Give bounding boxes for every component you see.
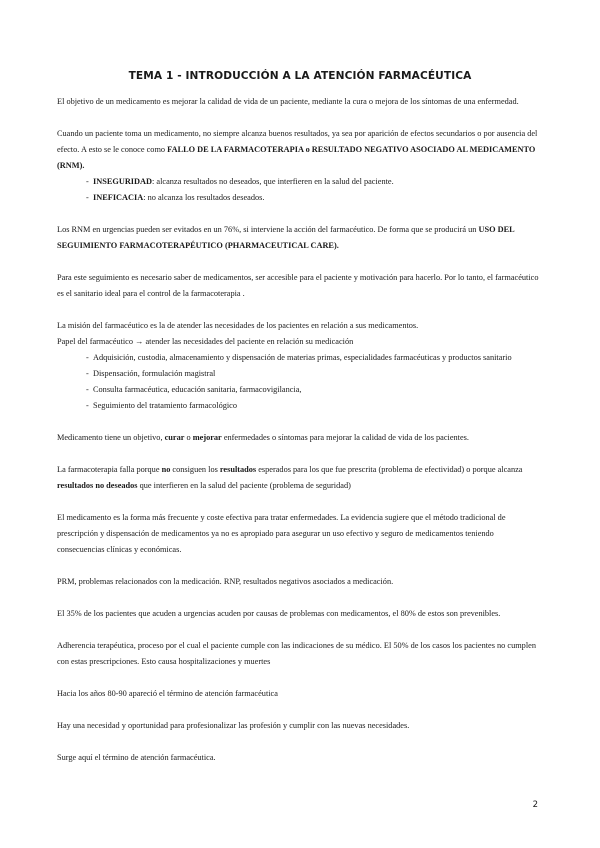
list-item-term: INEFICACIA <box>93 193 144 202</box>
paragraph-surge: Surge aquí el término de atención farmacéutica. <box>57 753 216 762</box>
list-item: - Dispensación, formulación magistral <box>86 369 216 378</box>
paragraph-urgencias-text: Los RNM en urgencias pueden ser evitados en un 76%, si interviene la acción del farmacéutico. De forma que se producirá un <box>57 225 479 234</box>
paragraph-rnm <box>57 126 543 174</box>
paragraph-porcentaje: El 35% de los pacientes que acuden a urgencias acuden por causas de problemas con medicamentos, el 80% de estos son prevenibles. <box>57 609 501 618</box>
paragraph-necesidad: Hay una necesidad y oportunidad para profesionalizar las profesión y cumplir con las nuevas necesidades. <box>57 721 410 730</box>
list-item-term: INSEGURIDAD <box>93 177 153 186</box>
paragraph-falla: La farmacoterapia falla porque no consiguen los resultados esperados para los que fue prescrita (problema de efectividad) o porque alcanza resultados no deseados que interfieren en la salud del paciente (problema de seguridad) <box>57 465 523 490</box>
list-item-text: Dispensación, formulación magistral <box>93 369 216 378</box>
page-number: 2 <box>532 800 538 810</box>
page-title: TEMA 1 - INTRODUCCIÓN A LA ATENCIÓN FARMACÉUTICA <box>128 70 472 82</box>
list-item-text: : no alcanza los resultados deseados. <box>143 193 265 202</box>
paragraph-historia: Hacia los años 80-90 apareció el término de atención farmacéutica <box>57 689 278 698</box>
papel-list <box>57 350 543 414</box>
page-content <box>57 70 543 782</box>
rnm-list <box>57 174 543 206</box>
paragraph-forma: El medicamento es la forma más frecuente y coste efectiva para tratar enfermedades. La evidencia sugiere que el método tradicional de prescripción y dispensación de medicamentos ya no es apropiado para asegurar un uso efectivo y seguro de medicamentos teniendo consecuencias clínicas y económicas. <box>57 513 506 554</box>
paragraph-adherencia: Adherencia terapéutica, proceso por el cual el paciente cumple con las indicaciones de su médico. El 50% de los casos los pacientes no cumplen con estas prescripciones. Esto causa hospitalizaciones y muertes <box>57 641 536 666</box>
paragraph-rnm-text: Cuando un paciente toma un medicamento, no siempre alcanza buenos resultados, ya sea por aparición de efectos secundarios o por ausencia del efecto. A esto se le conoce como <box>57 129 538 154</box>
paragraph-mision: La misión del farmacéutico es la de atender las necesidades de los pacientes en relación a sus medicamentos. <box>57 321 419 330</box>
paragraph-urgencias-bold: USO DEL SEGUIMIENTO FARMACOTERAPÉUTICO (PHARMACEUTICAL CARE). <box>57 225 515 250</box>
list-item: - INSEGURIDAD: alcanza resultados no deseados, que interfieren en la salud del paciente. <box>86 177 394 186</box>
paragraph-seguimiento: Para este seguimiento es necesario saber de medicamentos, ser accesible para el paciente y motivación para hacerlo. Por lo tanto, el farmacéutico es el sanitario ideal para el control de la farmacoterapia . <box>57 273 539 298</box>
list-item-text: Adquisición, custodia, almacenamiento y dispensación de materias primas, especialidades farmacéuticas y productos sanitario <box>93 353 512 362</box>
paragraph-urgencias <box>57 222 543 254</box>
list-item: - Seguimiento del tratamiento farmacológico <box>86 401 237 410</box>
paragraph-papel: Papel del farmacéutico → atender las necesidades del paciente en relación su medicación <box>57 337 354 346</box>
paragraph-objective: El objetivo de un medicamento es mejorar la calidad de vida de un paciente, mediante la cura o mejora de los síntomas de una enfermedad. <box>57 97 519 106</box>
list-item-text: Consulta farmacéutica, educación sanitaria, farmacovigilancia, <box>93 385 302 394</box>
paragraph-objetivo-medicamento: Medicamento tiene un objetivo, curar o mejorar enfermedades o síntomas para mejorar la calidad de vida de los pacientes. <box>57 433 469 442</box>
list-item-text: Seguimiento del tratamiento farmacológico <box>93 401 237 410</box>
list-item-text: : alcanza resultados no deseados, que interfieren en la salud del paciente. <box>152 177 394 186</box>
list-item: - Consulta farmacéutica, educación sanitaria, farmacovigilancia, <box>86 385 302 394</box>
list-item: - INEFICACIA: no alcanza los resultados deseados. <box>86 193 265 202</box>
paragraph-prm: PRM, problemas relacionados con la medicación. RNP, resultados negativos asociados a medicación. <box>57 577 394 586</box>
list-item: - Adquisición, custodia, almacenamiento y dispensación de materias primas, especialidades farmacéuticas y productos sanitario <box>86 353 512 362</box>
paragraph-rnm-bold: FALLO DE LA FARMACOTERAPIA o RESULTADO NEGATIVO ASOCIADO AL MEDICAMENTO (RNM). <box>57 145 536 170</box>
